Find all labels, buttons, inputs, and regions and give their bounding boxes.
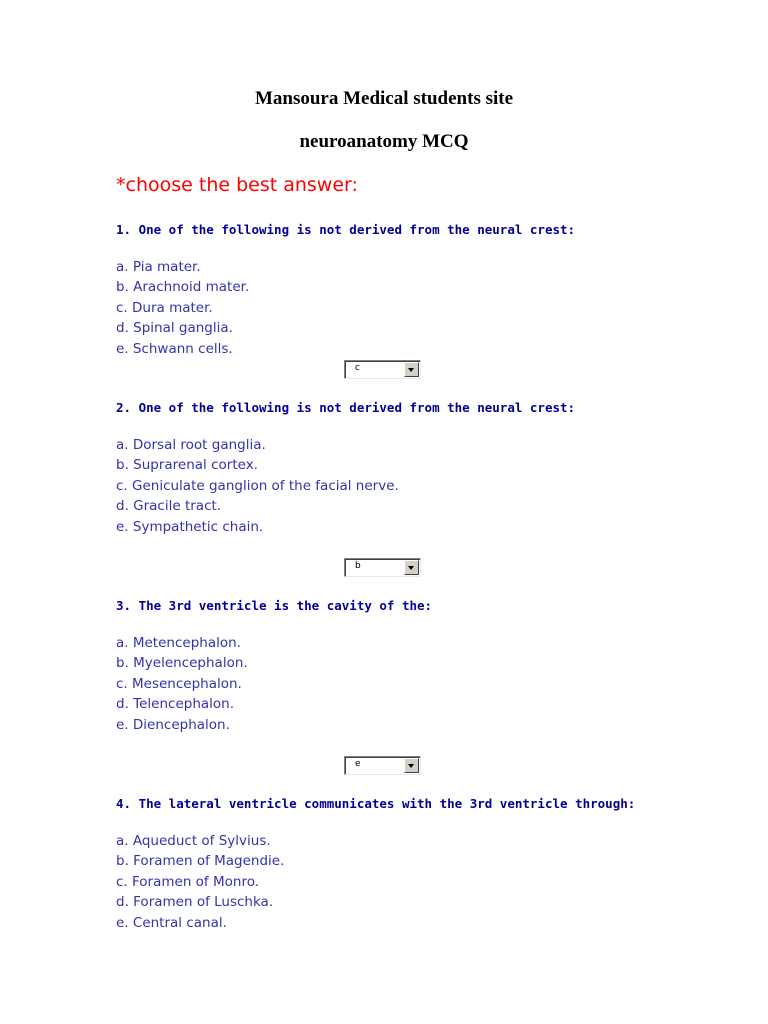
question-2-answer-select[interactable]: [344, 558, 421, 577]
site-title: Mansoura Medical students site: [254, 88, 514, 109]
question-1-selected-value: c: [355, 363, 360, 373]
chevron-down-icon: [408, 764, 414, 768]
question-2-option-b: b. Suprarenal cortex.: [116, 457, 258, 474]
question-3-answer-select[interactable]: [344, 756, 421, 775]
question-3-option-b: b. Myelencephalon.: [116, 655, 248, 672]
question-4-option-b: b. Foramen of Magendie.: [116, 853, 285, 870]
question-1-option-a: a. Pia mater.: [116, 259, 201, 275]
question-4-text: 4. The lateral ventricle communicates with the 3rd ventricle through:: [116, 796, 636, 811]
chevron-down-icon: [408, 566, 414, 570]
question-3-selected-value: e: [355, 759, 361, 769]
question-4-option-d: d. Foramen of Luschka.: [116, 894, 274, 911]
question-3-text: 3. The 3rd ventricle is the cavity of the:: [116, 598, 433, 613]
question-2-option-a: a. Dorsal root ganglia.: [116, 437, 266, 453]
question-2-text: 2. One of the following is not derived from the neural crest:: [116, 400, 576, 415]
question-3-options: [116, 633, 248, 735]
question-4-option-e: e. Central canal.: [116, 914, 227, 931]
question-1-text: 1. One of the following is not derived from the neural crest:: [116, 222, 576, 237]
question-2-option-c: c. Geniculate ganglion of the facial nerve.: [116, 477, 399, 494]
page-subtitle: neuroanatomy MCQ: [299, 131, 469, 152]
question-2-option-d: d. Gracile tract.: [116, 498, 222, 515]
question-1-option-c: c. Dura mater.: [116, 299, 213, 316]
question-2-options: [116, 435, 399, 537]
question-4-option-a: a. Aqueduct of Sylvius.: [116, 833, 271, 849]
instruction-text: *choose the best answer:: [116, 174, 358, 196]
question-3-option-c: c. Mesencephalon.: [116, 675, 242, 692]
question-3-option-a: a. Metencephalon.: [116, 635, 241, 651]
question-1-option-e: e. Schwann cells.: [116, 340, 233, 357]
question-3-option-d: d. Telencephalon.: [116, 696, 235, 713]
question-1-option-d: d. Spinal ganglia.: [116, 320, 233, 337]
question-2-selected-value: b: [355, 561, 361, 571]
question-3-dropdown-button[interactable]: [404, 758, 419, 773]
question-1-dropdown-button[interactable]: [404, 362, 419, 377]
question-4-option-c: c. Foramen of Monro.: [116, 873, 260, 890]
question-1-option-b: b. Arachnoid mater.: [116, 279, 250, 296]
question-2-option-e: e. Sympathetic chain.: [116, 518, 264, 535]
question-2-dropdown-button[interactable]: [404, 560, 419, 575]
question-1-answer-select[interactable]: [344, 360, 421, 379]
question-3-option-e: e. Diencephalon.: [116, 716, 230, 733]
chevron-down-icon: [408, 368, 414, 372]
question-1-options: [116, 257, 249, 359]
question-4-options: [116, 831, 284, 933]
